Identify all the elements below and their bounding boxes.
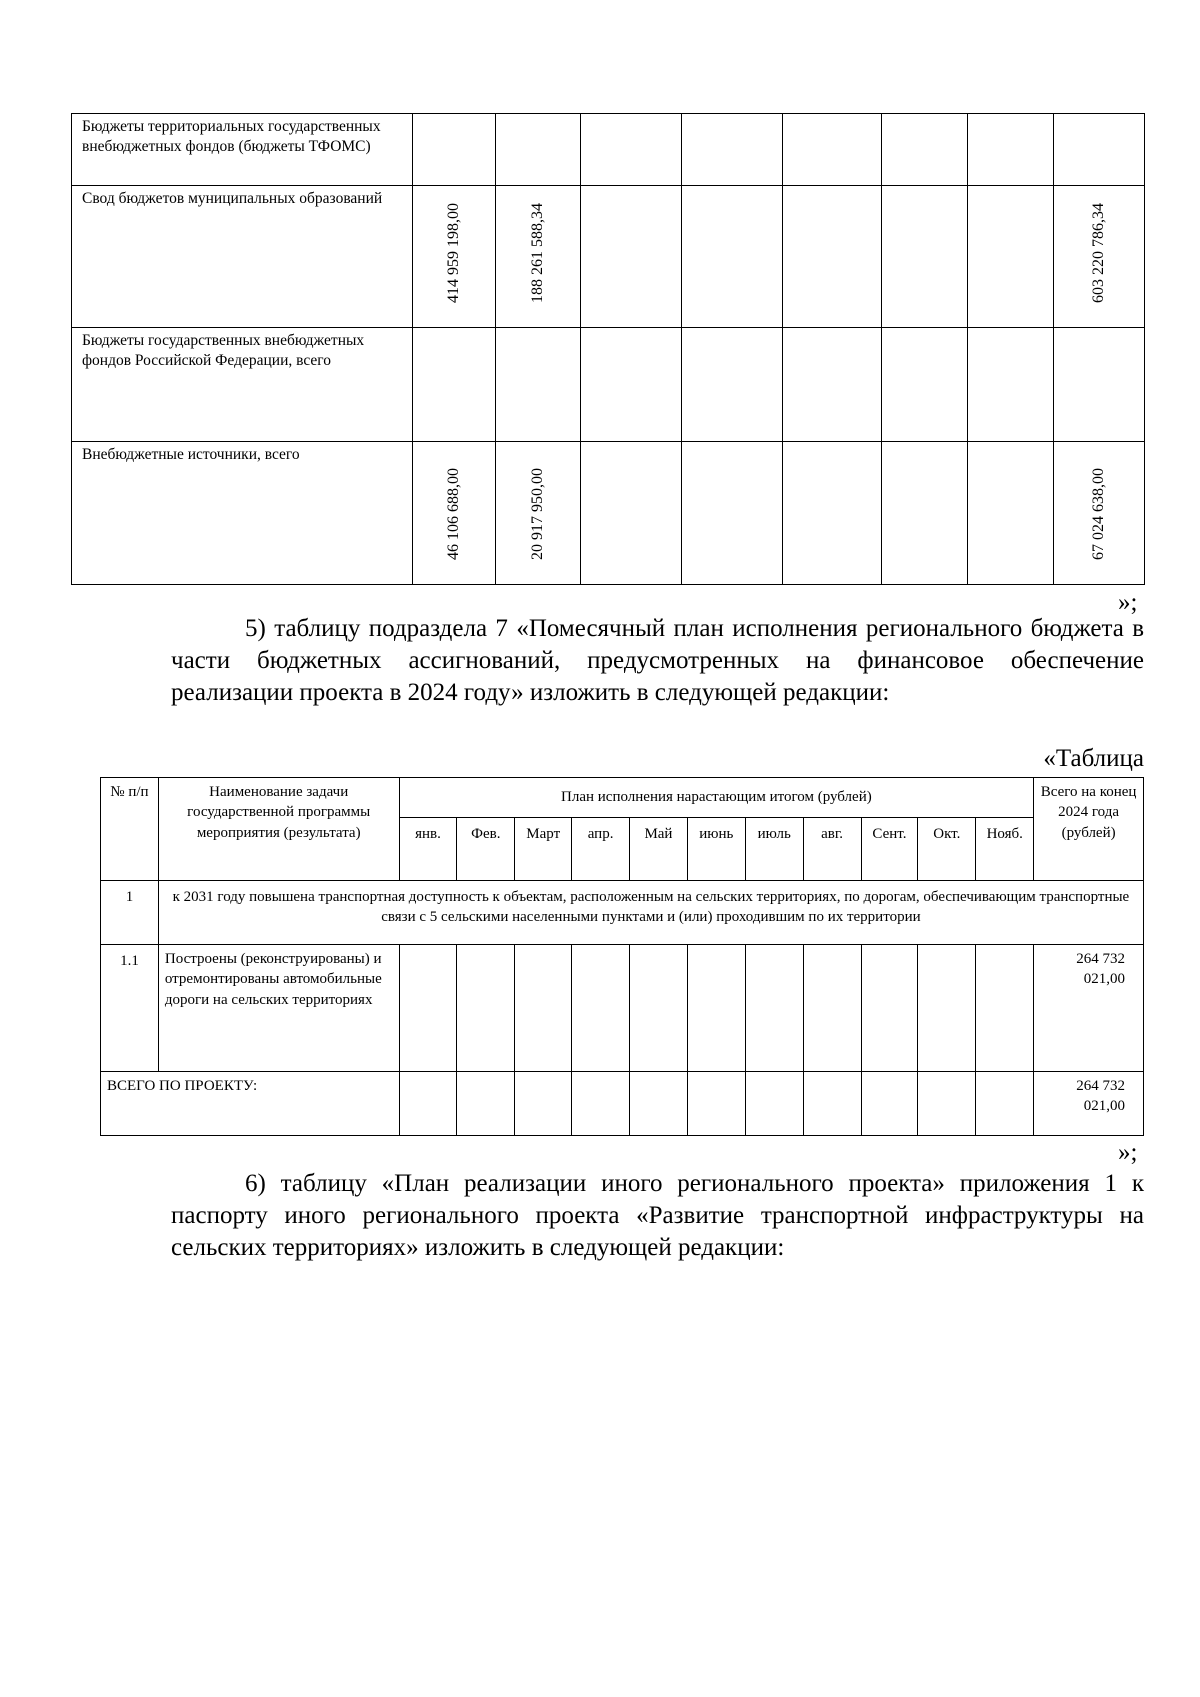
value-text: 188 261 588,34 <box>529 203 546 303</box>
empty-cell <box>882 328 968 442</box>
header-plan: План исполнения нарастающим итогом (рублей) <box>399 778 1034 818</box>
value-text: 46 106 688,00 <box>445 468 462 560</box>
row-label: Свод бюджетов муниципальных образований <box>72 186 413 328</box>
month-cell <box>745 945 803 1072</box>
table-row <box>72 328 1145 442</box>
value-cell <box>496 114 581 186</box>
month-cell <box>630 1072 688 1136</box>
task-num: 1 <box>101 881 159 945</box>
month-header: Окт. <box>918 818 976 881</box>
header-row <box>101 778 1144 818</box>
empty-cell <box>783 114 882 186</box>
month-cell <box>399 1072 457 1136</box>
total-text: 603 220 786,34 <box>1090 203 1107 303</box>
empty-cell <box>882 186 968 328</box>
month-header: Май <box>630 818 688 881</box>
month-cell <box>515 1072 572 1136</box>
month-cell <box>861 1072 918 1136</box>
month-cell <box>687 1072 745 1136</box>
empty-cell <box>882 442 968 585</box>
month-cell <box>976 945 1034 1072</box>
month-header: апр. <box>572 818 630 881</box>
month-cell <box>457 1072 515 1136</box>
month-cell <box>572 1072 630 1136</box>
month-cell <box>457 945 515 1072</box>
month-cell <box>515 945 572 1072</box>
month-cell <box>803 1072 861 1136</box>
header-total: Всего на конец 2024 года (рублей) <box>1034 778 1144 881</box>
financing-table <box>71 113 1145 585</box>
item-row <box>101 945 1144 1072</box>
item-name: Построены (реконструированы) и отремонтированы автомобильные дороги на сельских территориях <box>158 945 399 1072</box>
empty-cell <box>682 442 783 585</box>
month-cell <box>630 945 688 1072</box>
value-cell <box>413 186 496 328</box>
table-row <box>72 442 1145 585</box>
task-row <box>101 881 1144 945</box>
header-num: № п/п <box>101 778 159 881</box>
value-cell <box>413 328 496 442</box>
value-text: 20 917 950,00 <box>529 468 546 560</box>
total-cell <box>1054 442 1145 585</box>
table-row <box>72 186 1145 328</box>
empty-cell <box>968 186 1054 328</box>
value-cell <box>413 114 496 186</box>
month-header: Сент. <box>861 818 918 881</box>
empty-cell <box>882 114 968 186</box>
value-cell <box>496 328 581 442</box>
month-header: янв. <box>399 818 457 881</box>
row-label: Бюджеты государственных внебюджетных фондов Российской Федерации, всего <box>72 328 413 442</box>
paragraph-6: 6) таблицу «План реализации иного регионального проекта» приложения 1 к паспорту иного регионального проекта «Развитие транспортной инфраструктуры на сельских территориях» изложить в следующей редакции: <box>171 1170 1144 1261</box>
empty-cell <box>682 328 783 442</box>
monthly-plan-table <box>100 777 1144 1136</box>
closing-quote: »; <box>1118 1139 1138 1166</box>
month-header: авг. <box>803 818 861 881</box>
month-cell <box>745 1072 803 1136</box>
month-cell <box>572 945 630 1072</box>
month-header: июль <box>745 818 803 881</box>
row-label: Внебюджетные источники, всего <box>72 442 413 585</box>
month-cell <box>687 945 745 1072</box>
table-row <box>72 114 1145 186</box>
month-header: июнь <box>687 818 745 881</box>
month-header: Фев. <box>457 818 515 881</box>
total-cell <box>1054 328 1145 442</box>
table-caption: «Таблица <box>1043 745 1144 772</box>
item-total: 264 732 021,00 <box>1034 945 1144 1072</box>
closing-quote: »; <box>1118 589 1138 616</box>
empty-cell <box>581 114 682 186</box>
total-text: 67 024 638,00 <box>1090 468 1107 560</box>
month-header: Нояб. <box>976 818 1034 881</box>
empty-cell <box>968 114 1054 186</box>
task-text: к 2031 году повышена транспортная доступность к объектам, расположенным на сельских территориях, по дорогам, обеспечивающим транспортные связи с 5 сельскими населенными пунктами и (или) проходившим по их территории <box>158 881 1143 945</box>
total-cell <box>1054 114 1145 186</box>
empty-cell <box>581 442 682 585</box>
header-name: Наименование задачи государственной программы мероприятия (результата) <box>158 778 399 881</box>
empty-cell <box>783 186 882 328</box>
month-header: Март <box>515 818 572 881</box>
month-cell <box>976 1072 1034 1136</box>
total-label: ВСЕГО ПО ПРОЕКТУ: <box>101 1072 400 1136</box>
empty-cell <box>682 186 783 328</box>
month-cell <box>399 945 457 1072</box>
empty-cell <box>581 328 682 442</box>
value-cell <box>496 186 581 328</box>
value-cell <box>496 442 581 585</box>
total-row <box>101 1072 1144 1136</box>
empty-cell <box>783 328 882 442</box>
month-cell <box>918 1072 976 1136</box>
item-num: 1.1 <box>101 945 159 1072</box>
empty-cell <box>682 114 783 186</box>
month-cell <box>918 945 976 1072</box>
empty-cell <box>783 442 882 585</box>
empty-cell <box>968 442 1054 585</box>
value-cell <box>413 442 496 585</box>
value-text: 414 959 198,00 <box>445 203 462 303</box>
paragraph-5: 5) таблицу подраздела 7 «Помесячный план исполнения регионального бюджета в части бюджетных ассигнований, предусмотренных на финансовое обеспечение реализации проекта в 2024 году» изложить в следующей редакции: <box>171 615 1144 706</box>
row-label: Бюджеты территориальных государственных внебюджетных фондов (бюджеты ТФОМС) <box>72 114 413 186</box>
empty-cell <box>581 186 682 328</box>
empty-cell <box>968 328 1054 442</box>
total-cell <box>1054 186 1145 328</box>
grand-total: 264 732 021,00 <box>1034 1072 1144 1136</box>
month-cell <box>861 945 918 1072</box>
month-cell <box>803 945 861 1072</box>
